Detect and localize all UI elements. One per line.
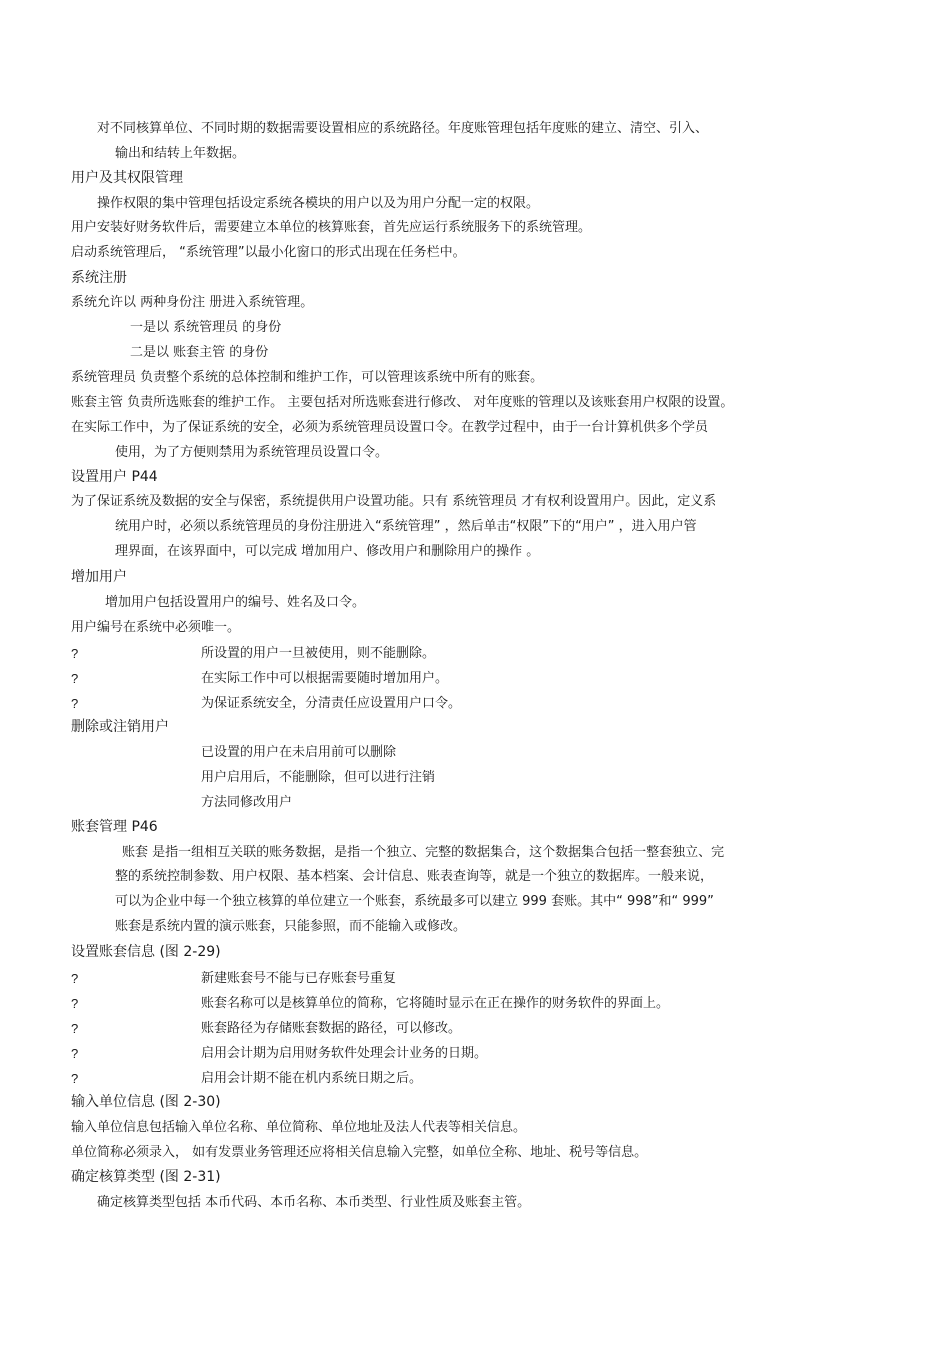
text-line: 账套主管 负责所选账套的维护工作。 主要包括对所选账套进行修改、 对年度账的管理以及该账套用户权限的设置。 [71, 395, 734, 410]
section-heading: 用户及其权限管理 [71, 170, 183, 186]
section-heading: 系统注册 [71, 270, 127, 286]
bullet-mark: ? [71, 1021, 79, 1036]
section-heading: 设置用户 P44 [71, 469, 158, 485]
text-line: 可以为企业中每一个独立核算的单位建立一个账套，系统最多可以建立 999 套账。其中“ 998”和“ 999” [115, 894, 714, 909]
list-item: 用户启用后，不能删除，但可以进行注销 [201, 770, 436, 785]
text-line: 整的系统控制参数、用户权限、基本档案、会计信息、账表查询等，就是一个独立的数据库。一般来说， [115, 869, 714, 884]
text-line: 为了保证系统及数据的安全与保密，系统提供用户设置功能。只有 系统管理员 才有权利设置用户。因此，定义系 [71, 494, 717, 509]
list-item: 在实际工作中可以根据需要随时增加用户。 [201, 671, 449, 686]
bullet-mark: ? [71, 1046, 79, 1061]
text-line: 在实际工作中，为了保证系统的安全，必须为系统管理员设置口令。在教学过程中，由于一台计算机供多个学员 [71, 420, 709, 435]
text-line: 使用，为了方便则禁用为系统管理员设置口令。 [115, 445, 389, 460]
section-heading: 设置账套信息 (图 2-29) [71, 944, 221, 960]
text-line: 单位简称必须录入， 如有发票业务管理还应将相关信息输入完整，如单位全称、地址、税号等信息。 [71, 1145, 648, 1160]
text-line: 操作权限的集中管理包括设定系统各模块的用户以及为用户分配一定的权限。 [97, 196, 540, 211]
text-line: 理界面，在该界面中，可以完成 增加用户、修改用户和删除用户的操作 。 [115, 544, 540, 559]
section-heading: 账套管理 P46 [71, 819, 158, 835]
list-item: 账套名称可以是核算单位的简称，它将随时显示在正在操作的财务软件的界面上。 [201, 996, 670, 1011]
text-line: 启动系统管理后， “系统管理”以最小化窗口的形式出现在任务栏中。 [71, 245, 466, 260]
text-line: 系统允许以 两种身份注 册进入系统管理。 [71, 295, 314, 310]
text-line: 确定核算类型包括 本币代码、本币名称、本币类型、行业性质及账套主管。 [97, 1195, 531, 1210]
text-line: 对不同核算单位、不同时期的数据需要设置相应的系统路径。年度账管理包括年度账的建立、清空、引入、 [97, 121, 709, 136]
bullet-mark: ? [71, 1071, 79, 1086]
bullet-mark: ? [71, 671, 79, 686]
text-line: 账套是系统内置的演示账套，只能参照，而不能输入或修改。 [115, 919, 467, 934]
text-line: 增加用户包括设置用户的编号、姓名及口令。 [105, 595, 366, 610]
list-item: 启用会计期不能在机内系统日期之后。 [201, 1071, 423, 1086]
list-item: 为保证系统安全，分清责任应设置用户口令。 [201, 696, 462, 711]
text-line: 用户编号在系统中必须唯一。 [71, 620, 241, 635]
text-line: 二是以 账套主管 的身份 [130, 345, 269, 360]
section-heading: 删除或注销用户 [71, 719, 169, 735]
list-item: 账套路径为存储账套数据的路径，可以修改。 [201, 1021, 462, 1036]
section-heading: 增加用户 [71, 569, 127, 585]
text-line: 一是以 系统管理员 的身份 [130, 320, 282, 335]
list-item: 新建账套号不能与已存账套号重复 [201, 971, 397, 986]
text-line: 统用户时，必须以系统管理员的身份注册进入“系统管理” ，然后单击“权限”下的“用户” ，进入用户管 [115, 519, 697, 534]
list-item: 启用会计期为启用财务软件处理会计业务的日期。 [201, 1046, 488, 1061]
text-line: 输出和结转上年数据。 [115, 146, 246, 161]
list-item: 已设置的用户在未启用前可以删除 [201, 745, 397, 760]
text-line: 输入单位信息包括输入单位名称、单位简称、单位地址及法人代表等相关信息。 [71, 1120, 527, 1135]
text-line: 账套 是指一组相互关联的账务数据，是指一个独立、完整的数据集合，这个数据集合包括一整套独立、完 [122, 845, 725, 860]
section-heading: 输入单位信息 (图 2-30) [71, 1094, 221, 1110]
list-item: 方法同修改用户 [201, 795, 293, 810]
bullet-mark: ? [71, 971, 79, 986]
section-heading: 确定核算类型 (图 2-31) [71, 1169, 221, 1185]
bullet-mark: ? [71, 696, 79, 711]
list-item: 所设置的用户一旦被使用，则不能删除。 [201, 646, 436, 661]
bullet-mark: ? [71, 996, 79, 1011]
text-line: 系统管理员 负责整个系统的总体控制和维护工作，可以管理该系统中所有的账套。 [71, 370, 544, 385]
bullet-mark: ? [71, 646, 79, 661]
text-line: 用户安装好财务软件后，需要建立本单位的核算账套，首先应运行系统服务下的系统管理。 [71, 220, 592, 235]
